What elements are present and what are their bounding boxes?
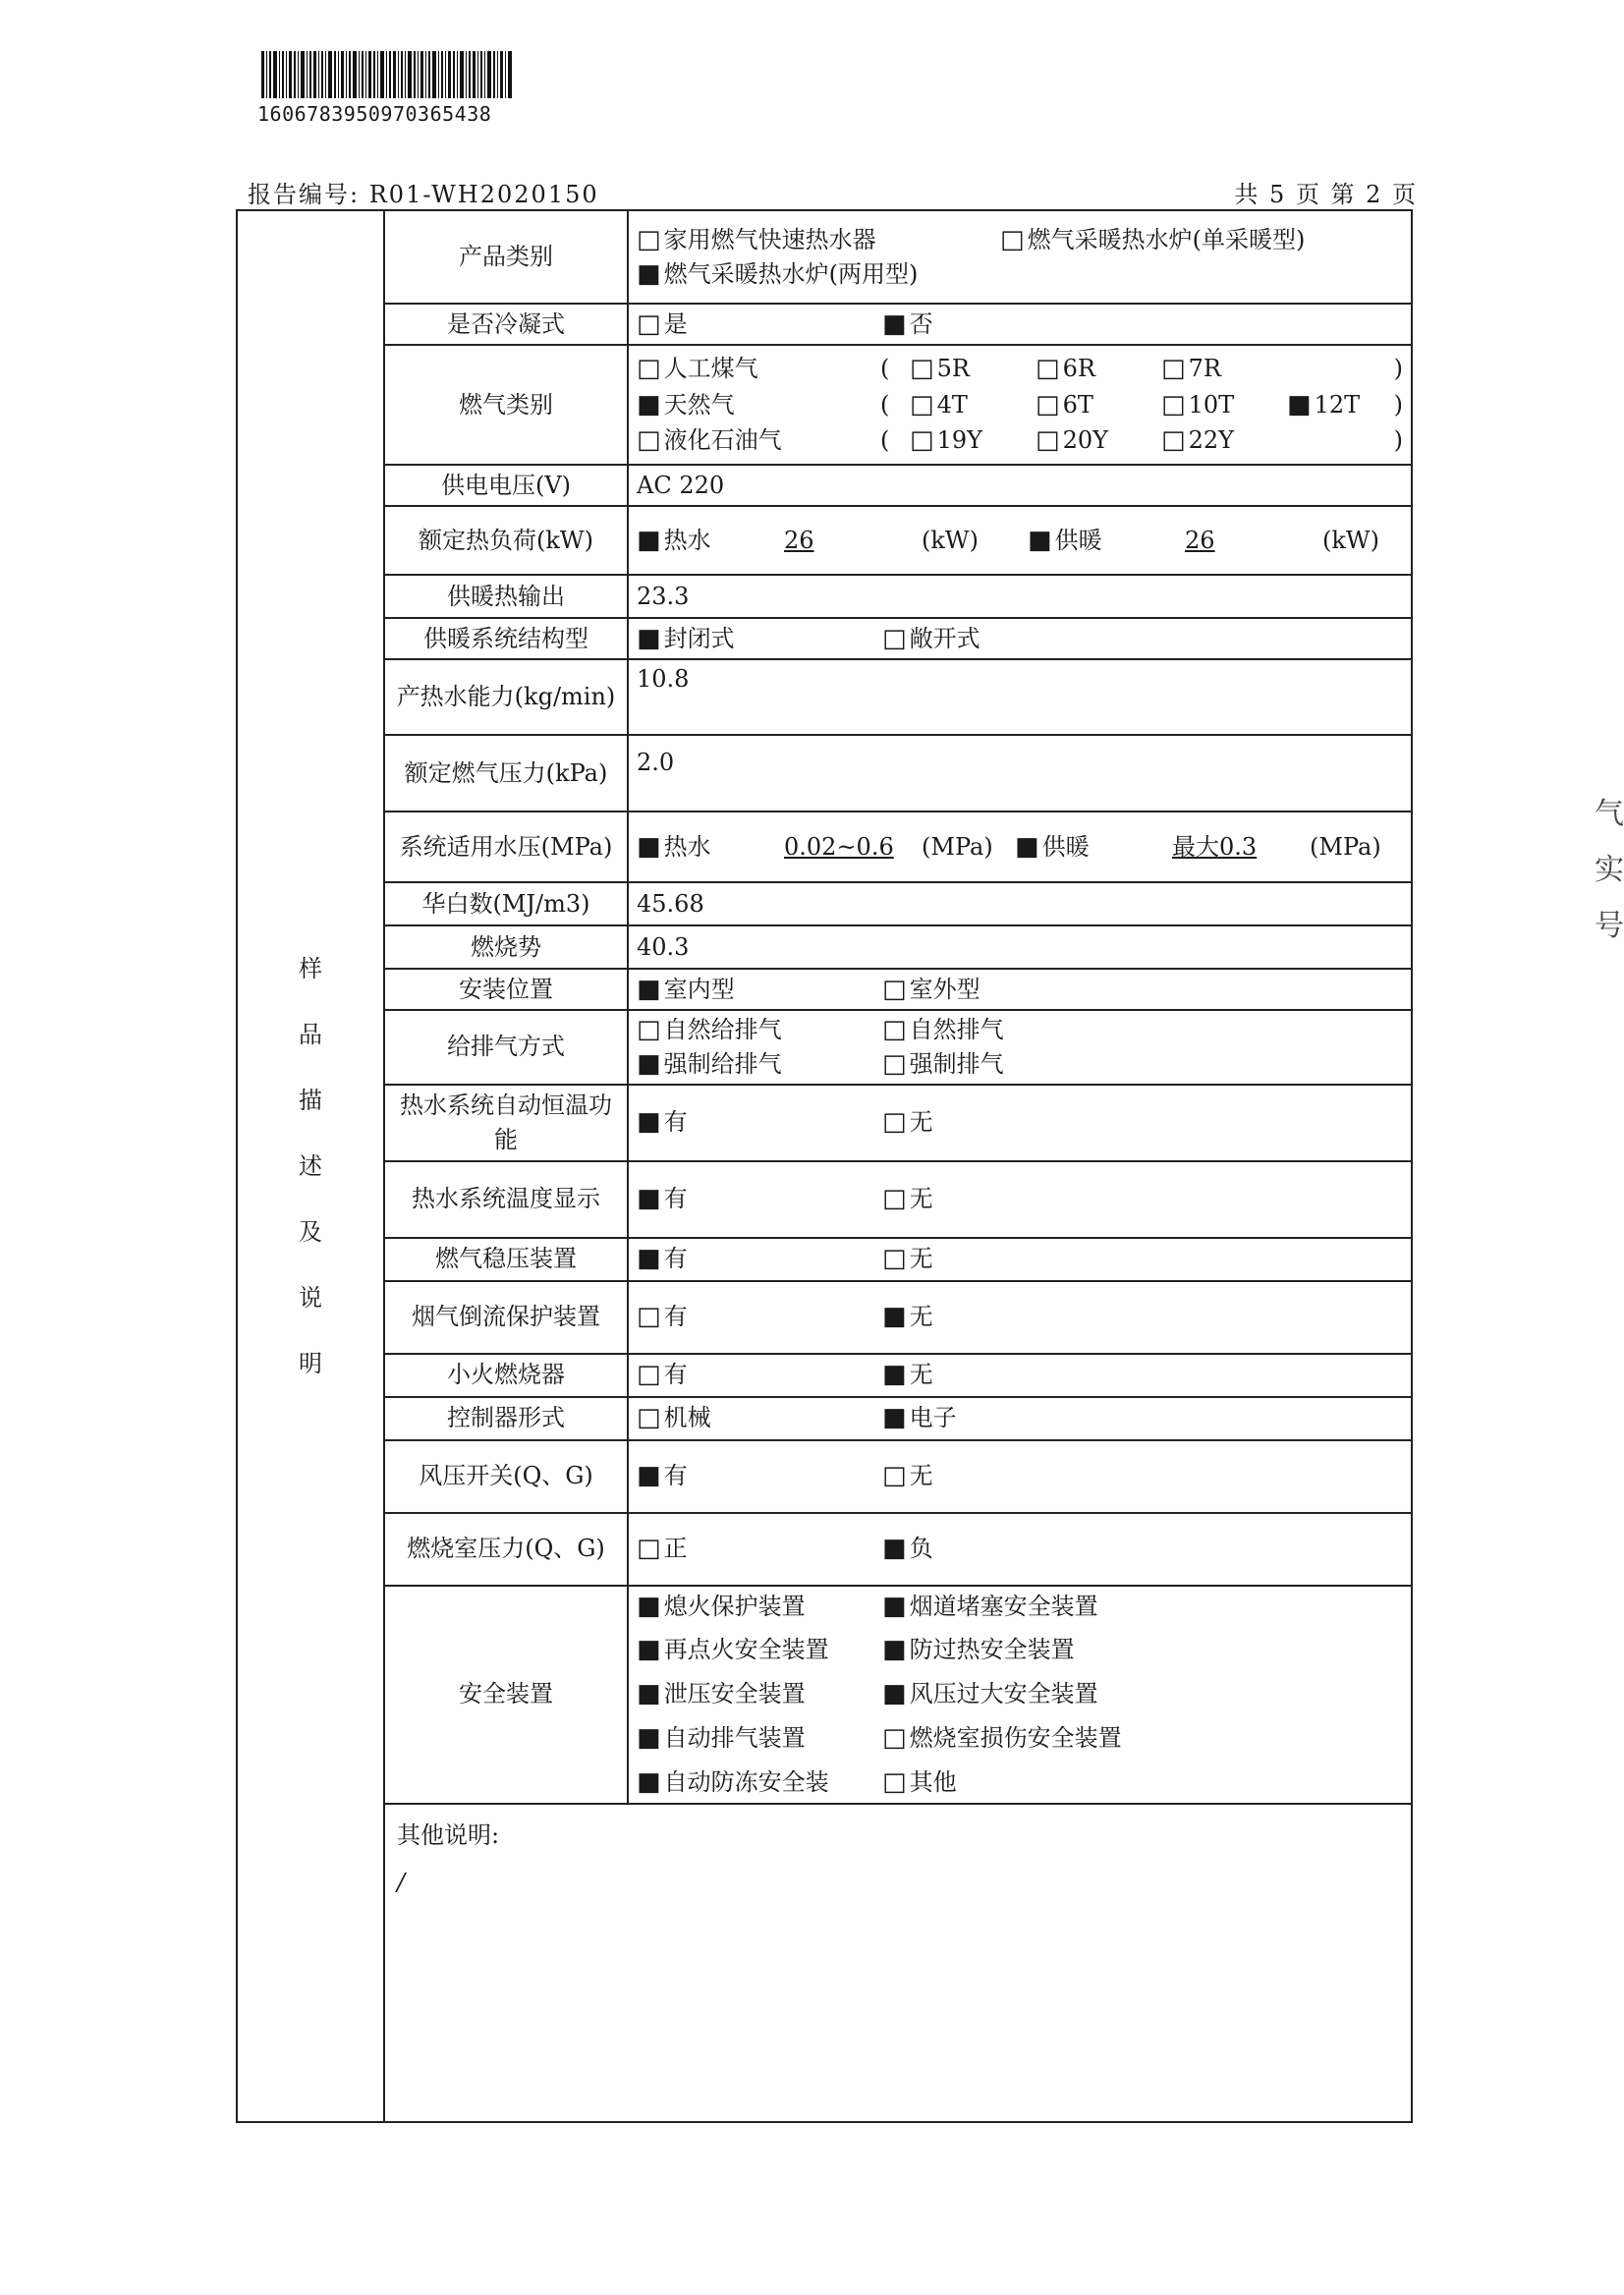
option-label: 防过热安全装置 (909, 1636, 1075, 1664)
checkbox-checked: ■ (637, 1107, 661, 1138)
option-label: 有 (663, 1303, 688, 1331)
label-rated-heat-load: 额定热负荷(kW) (384, 506, 628, 575)
other-notes-cell (384, 1804, 1412, 2122)
option-label: 燃烧室损伤安全装置 (909, 1723, 1122, 1752)
checkbox-unchecked: □ (1161, 425, 1186, 456)
option-label: 有 (663, 1185, 688, 1213)
checkbox-checked: ■ (637, 1679, 661, 1709)
checkbox-checked: ■ (882, 1302, 907, 1332)
checkbox-unchecked: □ (882, 1461, 907, 1491)
sample-description-table (236, 209, 1413, 2123)
option-label: 6R (1062, 354, 1095, 382)
option-label: 5R (936, 354, 970, 382)
value-safety-devices (628, 1586, 1412, 1804)
value-flue-type (628, 1010, 1412, 1085)
checkbox-unchecked: □ (1036, 353, 1060, 383)
checkbox-unchecked: □ (882, 1722, 907, 1753)
page-info: 共 5 页 第 2 页 (1234, 181, 1418, 208)
checkbox-checked: ■ (637, 1184, 661, 1214)
checkbox-unchecked: □ (882, 1244, 907, 1274)
value-product-type (628, 210, 1412, 304)
checkbox-unchecked: □ (637, 1360, 661, 1390)
label-gas-regulator: 燃气稳压装置 (384, 1238, 628, 1281)
label-safety-devices: 安全装置 (384, 1586, 628, 1804)
unit: (kW) (922, 526, 979, 554)
value-hot-water-capacity: 10.8 (628, 659, 1412, 735)
option-label: 自然给排气 (663, 1016, 782, 1043)
checkbox-unchecked: □ (882, 623, 907, 653)
checkbox-checked: ■ (882, 1591, 907, 1621)
value-combustion-potential: 40.3 (628, 925, 1412, 969)
checkbox-checked: ■ (637, 831, 661, 862)
checkbox-checked: ■ (1287, 389, 1312, 420)
label-rated-gas-pressure: 额定燃气压力(kPa) (384, 735, 628, 812)
option-label: 天然气 (663, 390, 735, 419)
checkbox-unchecked: □ (882, 974, 907, 1004)
checkbox-unchecked: □ (637, 308, 661, 339)
option-label: 6T (1062, 390, 1093, 419)
option-label: 有 (663, 1361, 688, 1389)
option-label: 其他 (909, 1767, 957, 1796)
adjacent-page-fragment: 气 实 号 (1595, 797, 1624, 943)
option-label: 燃气采暖热水炉(两用型) (663, 259, 919, 288)
option-label: 20Y (1062, 426, 1108, 455)
value-pilot-burner (628, 1354, 1412, 1397)
option-label: 有 (663, 1108, 688, 1137)
checkbox-checked: ■ (637, 974, 661, 1004)
checkbox-unchecked: □ (1161, 353, 1186, 383)
paren-close: ) (1393, 426, 1403, 455)
checkbox-checked: ■ (637, 1244, 661, 1274)
checkbox-unchecked: □ (882, 1048, 907, 1079)
checkbox-unchecked: □ (910, 425, 934, 456)
value-pressure-switch (628, 1440, 1412, 1513)
label-product-type: 产品类别 (384, 210, 628, 304)
option-label: 22Y (1188, 426, 1234, 455)
option-label: 封闭式 (663, 624, 735, 652)
value-backflow (628, 1281, 1412, 1354)
option-label: 否 (909, 309, 933, 338)
label-combustion-potential: 燃烧势 (384, 925, 628, 969)
barcode-number: 1606783950970365438 (257, 102, 492, 126)
other-notes-value: / (397, 1869, 406, 1897)
label-heating-output: 供暖热输出 (384, 575, 628, 618)
value-heating-output: 23.3 (628, 575, 1412, 618)
label-auto-thermostat: 热水系统自动恒温功能 (384, 1085, 628, 1161)
barcode (261, 51, 513, 98)
report-number-value: R01-WH2020150 (368, 181, 599, 208)
label-temp-display: 热水系统温度显示 (384, 1161, 628, 1238)
checkbox-unchecked: □ (1161, 389, 1186, 420)
checkbox-checked: ■ (637, 1635, 661, 1665)
label-pressure-switch: 风压开关(Q、G) (384, 1440, 628, 1513)
checkbox-checked: ■ (882, 308, 907, 339)
label-wobbe: 华白数(MJ/m3) (384, 882, 628, 925)
unit: (MPa) (922, 832, 993, 861)
option-label: 无 (909, 1245, 933, 1273)
report-number (248, 175, 599, 209)
value-rated-gas-pressure: 2.0 (628, 735, 1412, 812)
option-label: 人工煤气 (663, 354, 758, 382)
option-label: 机械 (663, 1404, 711, 1432)
option-label: 液化石油气 (663, 426, 782, 455)
label-water-pressure: 系统适用水压(MPa) (384, 812, 628, 882)
unit: (kW) (1322, 526, 1379, 554)
option-label: 有 (663, 1462, 688, 1490)
option-label: 有 (663, 1245, 688, 1273)
value-heating-structure (628, 618, 1412, 659)
value-condensing (628, 304, 1412, 345)
hot-water-pressure: 0.02~0.6 (784, 832, 894, 861)
value-install-location (628, 969, 1412, 1010)
option-label: 7R (1188, 354, 1221, 382)
value-rated-heat-load (628, 506, 1412, 575)
checkbox-unchecked: □ (1036, 425, 1060, 456)
section-label-cell (237, 210, 384, 2122)
option-label: 再点火安全装置 (663, 1636, 829, 1664)
value-auto-thermostat (628, 1085, 1412, 1161)
label-gas-type: 燃气类别 (384, 345, 628, 465)
checkbox-checked: ■ (637, 623, 661, 653)
label-chamber-pressure: 燃烧室压力(Q、G) (384, 1513, 628, 1586)
checkbox-unchecked: □ (637, 1534, 661, 1564)
paren-close: ) (1393, 390, 1403, 419)
option-label: 负 (909, 1535, 933, 1563)
section-label: 样品描述及说明 (299, 954, 322, 1377)
checkbox-checked: ■ (882, 1403, 907, 1433)
label-backflow: 烟气倒流保护装置 (384, 1281, 628, 1354)
checkbox-checked: ■ (637, 1766, 661, 1797)
option-label: 无 (909, 1303, 933, 1331)
checkbox-checked: ■ (882, 1534, 907, 1564)
paren-open: ( (880, 354, 890, 382)
checkbox-unchecked: □ (637, 1302, 661, 1332)
option-label: 强制排气 (909, 1049, 1004, 1078)
heating-pressure: 最大0.3 (1172, 832, 1258, 861)
option-label: 强制给排气 (663, 1049, 782, 1078)
checkbox-checked: ■ (637, 1048, 661, 1079)
option-label: 无 (909, 1462, 933, 1490)
report-number-label: 报告编号: (248, 181, 361, 208)
option-label: 室内型 (663, 975, 735, 1003)
heating-load: 26 (1185, 526, 1215, 554)
value-temp-display (628, 1161, 1412, 1238)
label-controller: 控制器形式 (384, 1397, 628, 1440)
hot-water-load: 26 (784, 526, 814, 554)
checkbox-checked: ■ (637, 1461, 661, 1491)
checkbox-unchecked: □ (637, 224, 661, 254)
checkbox-unchecked: □ (637, 425, 661, 456)
checkbox-unchecked: □ (1036, 389, 1060, 420)
label-condensing: 是否冷凝式 (384, 304, 628, 345)
checkbox-checked: ■ (637, 1591, 661, 1621)
other-notes-label: 其他说明: (397, 1820, 500, 1849)
option-label: 是 (663, 309, 688, 338)
option-label: 无 (909, 1185, 933, 1213)
option-label: 12T (1314, 390, 1361, 419)
option-label: 热水 (663, 526, 711, 554)
option-label: 正 (663, 1535, 688, 1563)
value-controller (628, 1397, 1412, 1440)
value-gas-type (628, 345, 1412, 465)
option-label: 泄压安全装置 (663, 1680, 806, 1708)
option-label: 19Y (936, 426, 982, 455)
checkbox-checked: ■ (1015, 831, 1039, 862)
label-voltage: 供电电压(V) (384, 465, 628, 506)
value-wobbe: 45.68 (628, 882, 1412, 925)
unit: (MPa) (1310, 832, 1381, 861)
checkbox-checked: ■ (882, 1635, 907, 1665)
option-label: 无 (909, 1108, 933, 1137)
option-label: 熄火保护装置 (663, 1592, 806, 1620)
option-label: 燃气采暖热水炉(单采暖型) (1027, 225, 1306, 253)
option-label: 风压过大安全装置 (909, 1680, 1098, 1708)
option-label: 10T (1188, 390, 1235, 419)
checkbox-checked: ■ (882, 1360, 907, 1390)
paren-open: ( (880, 390, 890, 419)
option-label: 无 (909, 1361, 933, 1389)
option-label: 热水 (663, 832, 711, 861)
value-voltage: AC 220 (628, 465, 1412, 506)
checkbox-unchecked: □ (637, 1403, 661, 1433)
option-label: 供暖 (1041, 832, 1090, 861)
checkbox-checked: ■ (637, 525, 661, 555)
label-pilot-burner: 小火燃烧器 (384, 1354, 628, 1397)
value-water-pressure (628, 812, 1412, 882)
checkbox-unchecked: □ (882, 1184, 907, 1214)
checkbox-unchecked: □ (882, 1107, 907, 1138)
option-label: 自动防冻安全装 (663, 1767, 829, 1796)
checkbox-checked: ■ (637, 389, 661, 420)
checkbox-unchecked: □ (882, 1766, 907, 1797)
checkbox-checked: ■ (637, 258, 661, 289)
checkbox-unchecked: □ (882, 1015, 907, 1044)
value-chamber-pressure (628, 1513, 1412, 1586)
value-gas-regulator (628, 1238, 1412, 1281)
checkbox-unchecked: □ (637, 353, 661, 383)
option-label: 自动排气装置 (663, 1723, 806, 1752)
checkbox-checked: ■ (1028, 525, 1052, 555)
label-hot-water-capacity: 产热水能力(kg/min) (384, 659, 628, 735)
option-label: 室外型 (909, 975, 980, 1003)
checkbox-checked: ■ (637, 1722, 661, 1753)
label-flue-type: 给排气方式 (384, 1010, 628, 1085)
label-heating-structure: 供暖系统结构型 (384, 618, 628, 659)
option-label: 4T (936, 390, 968, 419)
checkbox-unchecked: □ (637, 1015, 661, 1044)
paren-close: ) (1393, 354, 1403, 382)
option-label: 敞开式 (909, 624, 980, 652)
option-label: 供暖 (1054, 526, 1102, 554)
option-label: 烟道堵塞安全装置 (909, 1592, 1098, 1620)
checkbox-checked: ■ (882, 1679, 907, 1709)
paren-open: ( (880, 426, 890, 455)
label-install-location: 安装位置 (384, 969, 628, 1010)
checkbox-unchecked: □ (1000, 224, 1025, 254)
option-label: 自然排气 (909, 1016, 1004, 1043)
option-label: 电子 (909, 1404, 957, 1432)
option-label: 家用燃气快速热水器 (663, 225, 876, 253)
checkbox-unchecked: □ (910, 353, 934, 383)
checkbox-unchecked: □ (910, 389, 934, 420)
